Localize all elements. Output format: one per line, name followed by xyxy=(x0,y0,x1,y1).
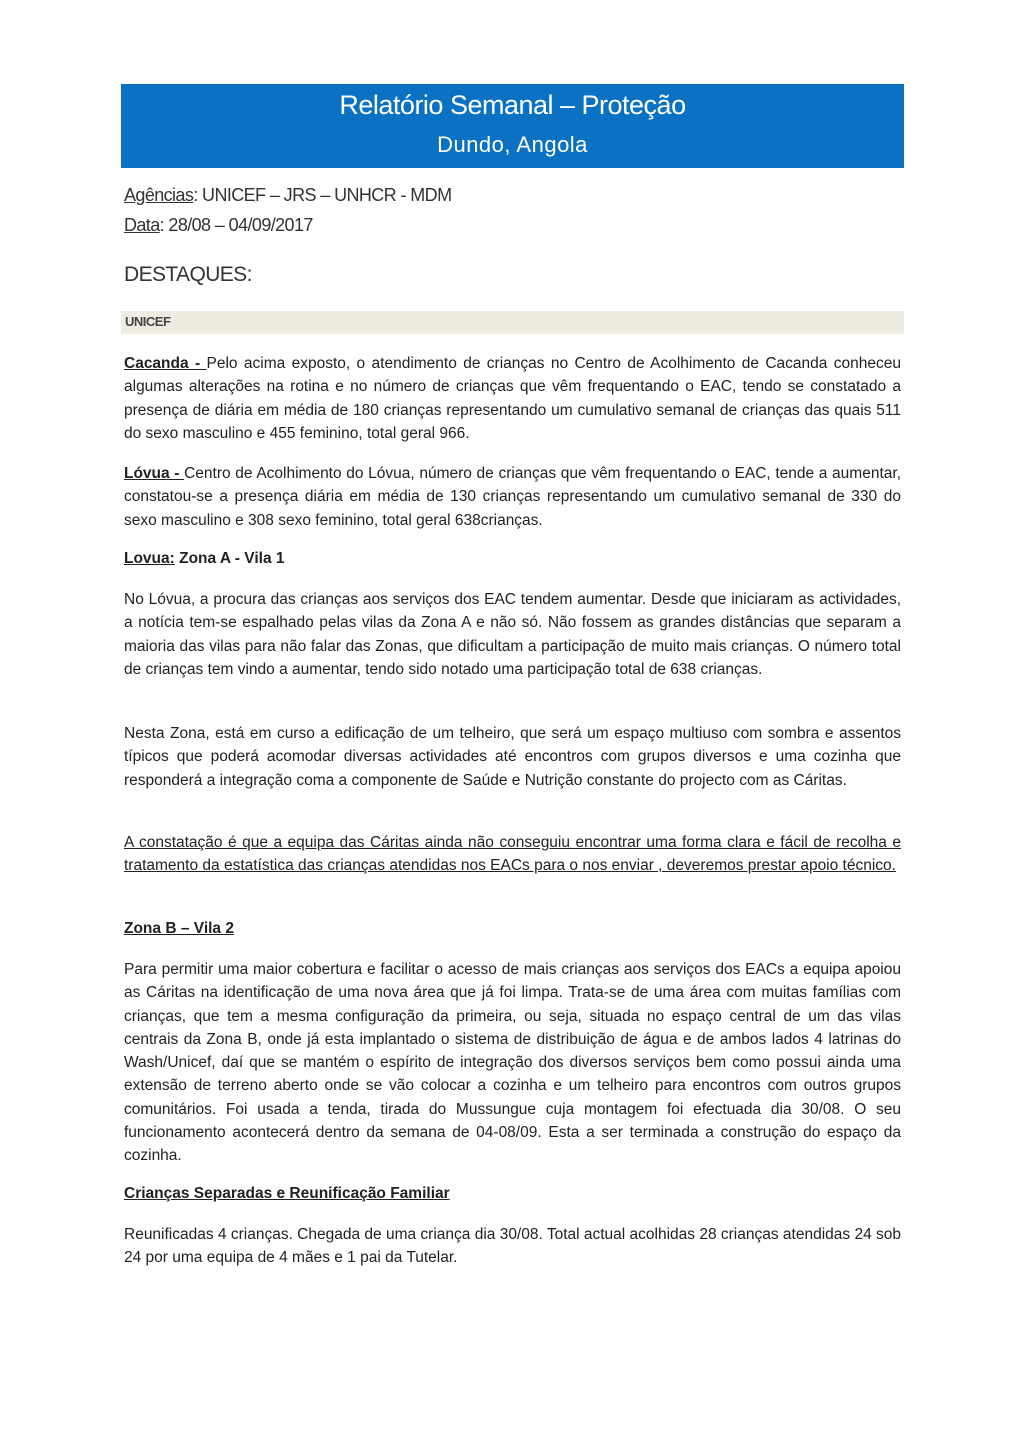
agencies-line xyxy=(124,185,451,206)
date-label: Data xyxy=(124,215,160,235)
lovua-text: Centro de Acolhimento do Lóvua, número de crianças que vêm frequentando o EAC, tende a aumentar, constatou-se a presença diária em média de 130 crianças representando um cumulativo semanal de 330 do sexo masculino e 308 sexo feminino, total geral 638crianças. xyxy=(124,465,901,529)
zona-a-title: Zona A - Vila 1 xyxy=(174,550,285,567)
paragraph-lovua-procura: No Lóvua, a procura das crianças aos serviços dos EAC tendem aumentar. Desde que iniciaram as actividades, a notícia tem-se espalhado pelas vilas da Zona A e não só. Não fossem as grandes distâncias que separam a maioria das vilas para não falar das Zonas, que dificultam a participação de muito mais crianças. O número total de crianças tem vindo a aumentar, tendo sido notado uma participação total de 638 crianças. xyxy=(124,591,901,678)
paragraph-lovua xyxy=(124,462,901,532)
date-line xyxy=(124,215,313,236)
agencies-label: Agências xyxy=(124,185,194,205)
heading-criancas-separadas: Crianças Separadas e Reunificação Familiar xyxy=(124,1185,450,1202)
agencies-value: : UNICEF – JRS – UNHCR - MDM xyxy=(193,185,452,205)
report-location: Dundo, Angola xyxy=(437,132,588,157)
report-title: Relatório Semanal – Proteção xyxy=(339,90,686,120)
paragraph-cacanda xyxy=(124,352,901,445)
paragraph-reunificadas: Reunificadas 4 crianças. Chegada de uma criança dia 30/08. Total actual acolhidas 28 crianças atendidas 24 sob 24 por uma equipa de 4 mães e 1 pai da Tutelar. xyxy=(124,1226,901,1267)
heading-zona-b: Zona B – Vila 2 xyxy=(124,920,234,937)
zona-a-label: Lovua: xyxy=(124,550,175,567)
cacanda-label: Cacanda - xyxy=(124,355,207,372)
section-bar-unicef xyxy=(121,311,904,334)
paragraph-constatacao: A constatação é que a equipa das Cáritas ainda não conseguiu encontrar uma forma clara e fácil de recolha e tratamento da estatística das crianças atendidas nos EACs para o nos enviar , deveremos prestar apoio técnico. xyxy=(124,834,901,875)
lovua-label: Lóvua - xyxy=(124,465,185,482)
paragraph-telheiro: Nesta Zona, está em curso a edificação de um telheiro, que será um espaço multiuso com sombra e assentos típicos que poderá acomodar diversas actividades até encontros com grupos diversos e uma cozinha que responderá a integração coma a componente de Saúde e Nutrição constante do projecto com as Cáritas. xyxy=(124,725,901,789)
highlights-heading: DESTAQUES: xyxy=(124,263,252,286)
date-value: : 28/08 – 04/09/2017 xyxy=(159,215,313,235)
heading-zona-a xyxy=(124,550,285,568)
paragraph-zona-b: Para permitir uma maior cobertura e facilitar o acesso de mais crianças aos serviços dos EACs a equipa apoiou as Cáritas na identificação de uma nova área que já foi limpa. Trata-se de uma área com muitas famílias com crianças, que tem a mesma configuração da primeira, ou seja, situada no espaço central de um das vilas centrais da Zona B, onde já esta implantado o sistema de distribuição de água e de ambos lados 4 latrinas do Wash/Unicef, daí que se mantém o espírito de integração dos diversos serviços bem como possui ainda uma extensão de terreno aberto onde se vão colocar a cozinha e um telheiro para encontros com outros grupos comunitários. Foi usada a tenda, tirada do Mussungue cuja montagem foi efectuada dia 30/08. O seu funcionamento acontecerá dentro da semana de 04-08/09. Esta a ser terminada a construção do espaço da cozinha. xyxy=(124,961,901,1165)
cacanda-text: Pelo acima exposto, o atendimento de crianças no Centro de Acolhimento de Cacanda conheceu algumas alterações na rotina e no número de crianças que vêm frequentando o EAC, tendo se constatado a presença de diária em média de 180 crianças representando um cumulativo semanal de crianças das quais 511 do sexo masculino e 455 feminino, total geral 966. xyxy=(124,355,901,442)
report-banner xyxy=(121,84,904,168)
section-label: UNICEF xyxy=(125,314,171,329)
